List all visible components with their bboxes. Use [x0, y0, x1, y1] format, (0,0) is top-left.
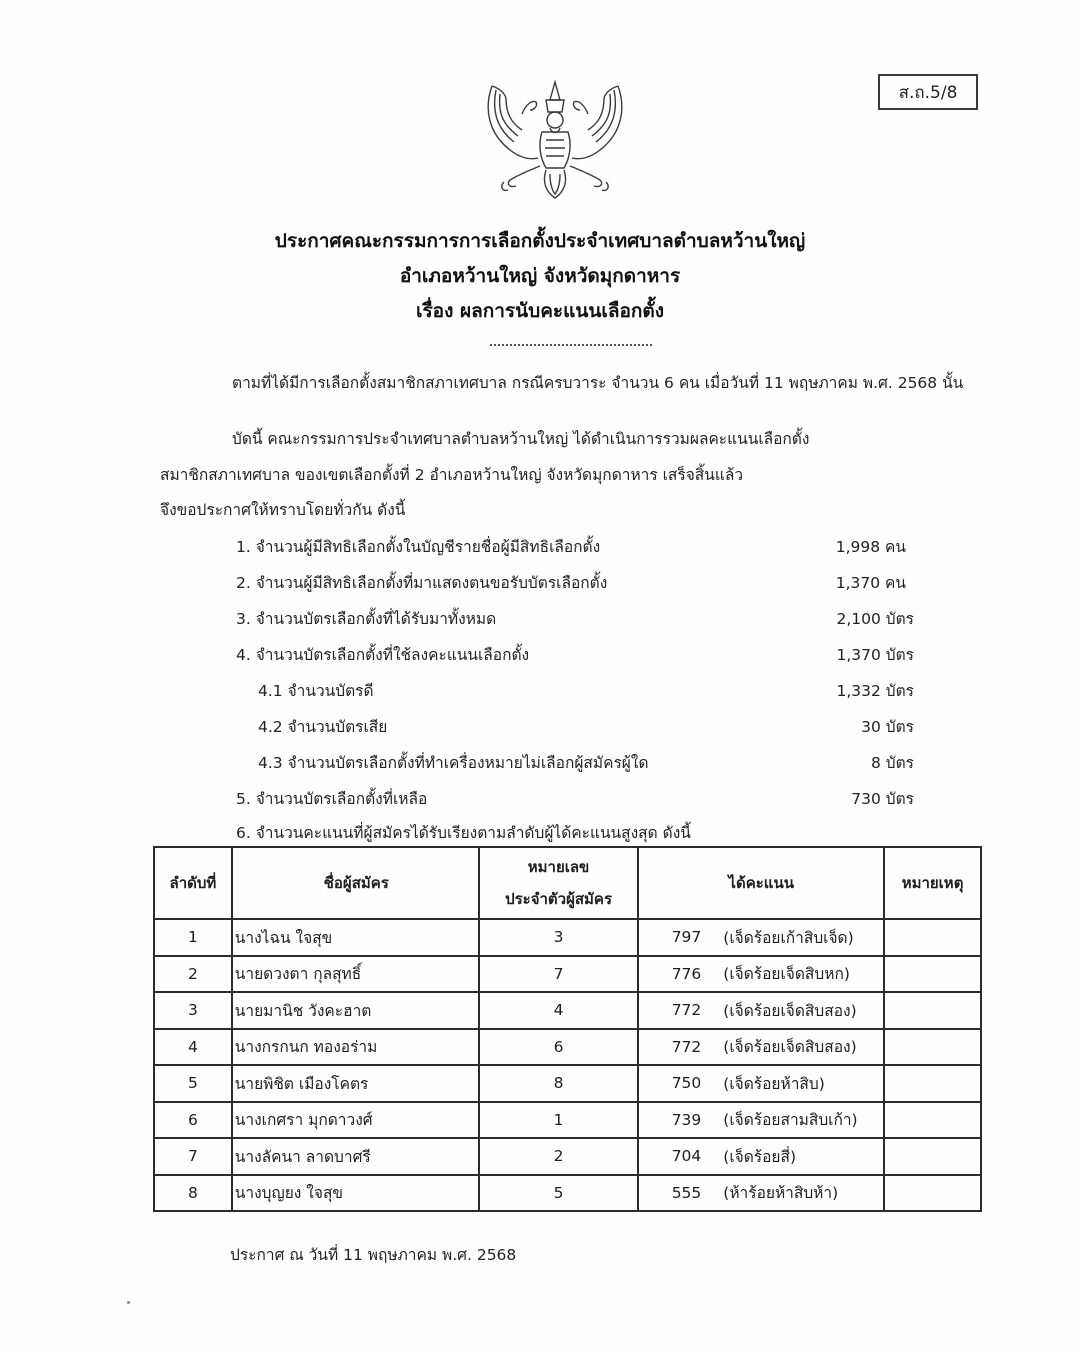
stat-row — [0, 714, 1080, 744]
votes-cell — [638, 1175, 884, 1212]
stat-label: 4.1 จำนวนบัตรดี — [258, 682, 374, 700]
note-cell — [884, 1029, 981, 1066]
stat-row — [0, 534, 1080, 564]
votes-words: (เจ็ดร้อยเก้าสิบเจ็ด) — [723, 928, 854, 947]
votes-number: 797 — [671, 928, 702, 947]
body-line-2: สมาชิกสภาเทศบาล ของเขตเลือกตั้งที่ 2 อำเภอหว้านใหญ่ จังหวัดมุกดาหาร เสร็จสิ้นแล้ว — [160, 466, 744, 484]
votes-number: 750 — [671, 1074, 702, 1093]
votes-cell — [638, 919, 884, 956]
rank-cell: 7 — [154, 1138, 232, 1175]
announcement-title: ประกาศคณะกรรมการการเลือกตั้งประจำเทศบาลตำบลหว้านใหญ่ — [274, 230, 806, 252]
name-cell: นางเกศรา มุกดาวงศ์ — [232, 1102, 479, 1139]
votes-cell — [638, 1065, 884, 1102]
number-cell: 8 — [479, 1065, 639, 1102]
note-cell — [884, 956, 981, 993]
stat-label: 2. จำนวนผู้มีสิทธิเลือกตั้งที่มาแสดงตนขอรับบัตรเลือกตั้ง — [236, 574, 608, 592]
votes-words: (เจ็ดร้อยเจ็ดสิบหก) — [723, 965, 850, 984]
votes-cell — [638, 1102, 884, 1139]
header-number-line2: ประจำตัวผู้สมัคร — [505, 890, 612, 908]
stat-row — [0, 750, 1080, 780]
note-cell — [884, 1175, 981, 1212]
header-name: ชื่อผู้สมัคร — [232, 847, 479, 919]
rank-cell: 3 — [154, 992, 232, 1029]
votes-words: (เจ็ดร้อยเจ็ดสิบสอง) — [723, 1001, 857, 1020]
number-cell: 1 — [479, 1102, 639, 1139]
results-table — [153, 846, 982, 1212]
header-number-line1: หมายเลข — [527, 858, 590, 876]
stat-label: 3. จำนวนบัตรเลือกตั้งที่ได้รับมาทั้งหมด — [236, 610, 497, 628]
header-rank: ลำดับที่ — [154, 847, 232, 919]
votes-number: 704 — [671, 1147, 702, 1166]
form-code-box — [878, 74, 978, 110]
note-cell — [884, 1102, 981, 1139]
number-cell: 4 — [479, 992, 639, 1029]
rank-cell: 4 — [154, 1029, 232, 1066]
stat-row — [0, 786, 1080, 816]
announcement-subject: เรื่อง ผลการนับคะแนนเลือกตั้ง — [415, 300, 664, 322]
votes-number: 772 — [671, 1037, 702, 1056]
body-line-1: บัดนี้ คณะกรรมการประจำเทศบาลตำบลหว้านใหญ่ ได้ดำเนินการรวมผลคะแนนเลือกตั้ง — [232, 430, 810, 448]
stat-row — [0, 570, 1080, 600]
votes-cell — [638, 1029, 884, 1066]
votes-number: 772 — [671, 1001, 702, 1020]
number-cell: 5 — [479, 1175, 639, 1212]
stat-value: 8 บัตร — [870, 754, 914, 772]
stat-label: 4.3 จำนวนบัตรเลือกตั้งที่ทำเครื่องหมายไม่เลือกผู้สมัครผู้ใด — [258, 754, 649, 772]
votes-number: 555 — [671, 1183, 702, 1202]
name-cell: นางบุญยง ใจสุข — [232, 1175, 479, 1212]
votes-words: (เจ็ดร้อยสี่) — [723, 1147, 796, 1166]
stat-value: 1,332 บัตร — [836, 682, 914, 700]
header-number — [479, 847, 639, 919]
rank-cell: 6 — [154, 1102, 232, 1139]
number-cell: 7 — [479, 956, 639, 993]
votes-words: (เจ็ดร้อยเจ็ดสิบสอง) — [723, 1038, 857, 1057]
stat-value: 1,998 คน — [835, 538, 906, 556]
number-cell: 6 — [479, 1029, 639, 1066]
note-cell — [884, 919, 981, 956]
number-cell: 2 — [479, 1138, 639, 1175]
votes-words: (ห้าร้อยห้าสิบห้า) — [723, 1184, 839, 1203]
table-row — [154, 1065, 981, 1102]
stat-row — [0, 678, 1080, 708]
table-row — [154, 1138, 981, 1175]
stat-label: 4.2 จำนวนบัตรเสีย — [258, 718, 388, 736]
stat-value: 2,100 บัตร — [836, 610, 914, 628]
announcement-district: อำเภอหว้านใหญ่ จังหวัดมุกดาหาร — [399, 265, 681, 287]
votes-cell — [638, 992, 884, 1029]
stat-label: 5. จำนวนบัตรเลือกตั้งที่เหลือ — [236, 790, 428, 808]
note-cell — [884, 1065, 981, 1102]
stat-row — [0, 642, 1080, 672]
rank-cell: 5 — [154, 1065, 232, 1102]
votes-words: (เจ็ดร้อยห้าสิบ) — [723, 1074, 825, 1093]
table-row — [154, 956, 981, 993]
table-row — [154, 1029, 981, 1066]
votes-number: 739 — [671, 1110, 702, 1129]
heading-separator — [490, 344, 652, 346]
intro-paragraph: ตามที่ได้มีการเลือกตั้งสมาชิกสภาเทศบาล กรณีครบวาระ จำนวน 6 คน เมื่อวันที่ 11 พฤษภาคม พ.ศ. 2568 นั้น — [232, 374, 964, 392]
note-cell — [884, 1138, 981, 1175]
stat-label: 1. จำนวนผู้มีสิทธิเลือกตั้งในบัญชีรายชื่อผู้มีสิทธิเลือกตั้ง — [236, 538, 601, 556]
garuda-emblem-icon — [480, 78, 630, 203]
stat-value: 730 บัตร — [851, 790, 914, 808]
votes-cell — [638, 956, 884, 993]
stat-value: 1,370 คน — [835, 574, 906, 592]
stat-value: 30 บัตร — [861, 718, 914, 736]
name-cell: นายดวงตา กุลสุทธิ์ — [232, 956, 479, 993]
form-code: ส.ถ.5/8 — [898, 82, 958, 103]
table-row — [154, 1175, 981, 1212]
table-row — [154, 1102, 981, 1139]
votes-words: (เจ็ดร้อยสามสิบเก้า) — [723, 1111, 858, 1130]
header-votes: ได้คะแนน — [638, 847, 884, 919]
stat-value: 1,370 บัตร — [836, 646, 914, 664]
scan-speck — [127, 1301, 130, 1304]
rank-cell: 2 — [154, 956, 232, 993]
header-note: หมายเหตุ — [884, 847, 981, 919]
announcement-date: ประกาศ ณ วันที่ 11 พฤษภาคม พ.ศ. 2568 — [230, 1246, 517, 1264]
stat-label: 6. จำนวนคะแนนที่ผู้สมัครได้รับเรียงตามลำดับผู้ได้คะแนนสูงสุด ดังนี้ — [236, 824, 691, 842]
stat-label: 4. จำนวนบัตรเลือกตั้งที่ใช้ลงคะแนนเลือกตั้ง — [236, 646, 530, 664]
body-line-3: จึงขอประกาศให้ทราบโดยทั่วกัน ดังนี้ — [160, 501, 406, 519]
name-cell: นายพิชิต เมืองโคตร — [232, 1065, 479, 1102]
votes-number: 776 — [671, 964, 702, 983]
name-cell: นางลัคนา ลาดบาศรี — [232, 1138, 479, 1175]
rank-cell: 8 — [154, 1175, 232, 1212]
name-cell: นางกรกนก ทองอร่าม — [232, 1029, 479, 1066]
number-cell: 3 — [479, 919, 639, 956]
stat-row — [0, 606, 1080, 636]
note-cell — [884, 992, 981, 1029]
name-cell: นางไฉน ใจสุข — [232, 919, 479, 956]
table-row — [154, 919, 981, 956]
rank-cell: 1 — [154, 919, 232, 956]
table-header-row — [154, 847, 981, 919]
name-cell: นายมานิช วังคะฮาต — [232, 992, 479, 1029]
table-row — [154, 992, 981, 1029]
votes-cell — [638, 1138, 884, 1175]
